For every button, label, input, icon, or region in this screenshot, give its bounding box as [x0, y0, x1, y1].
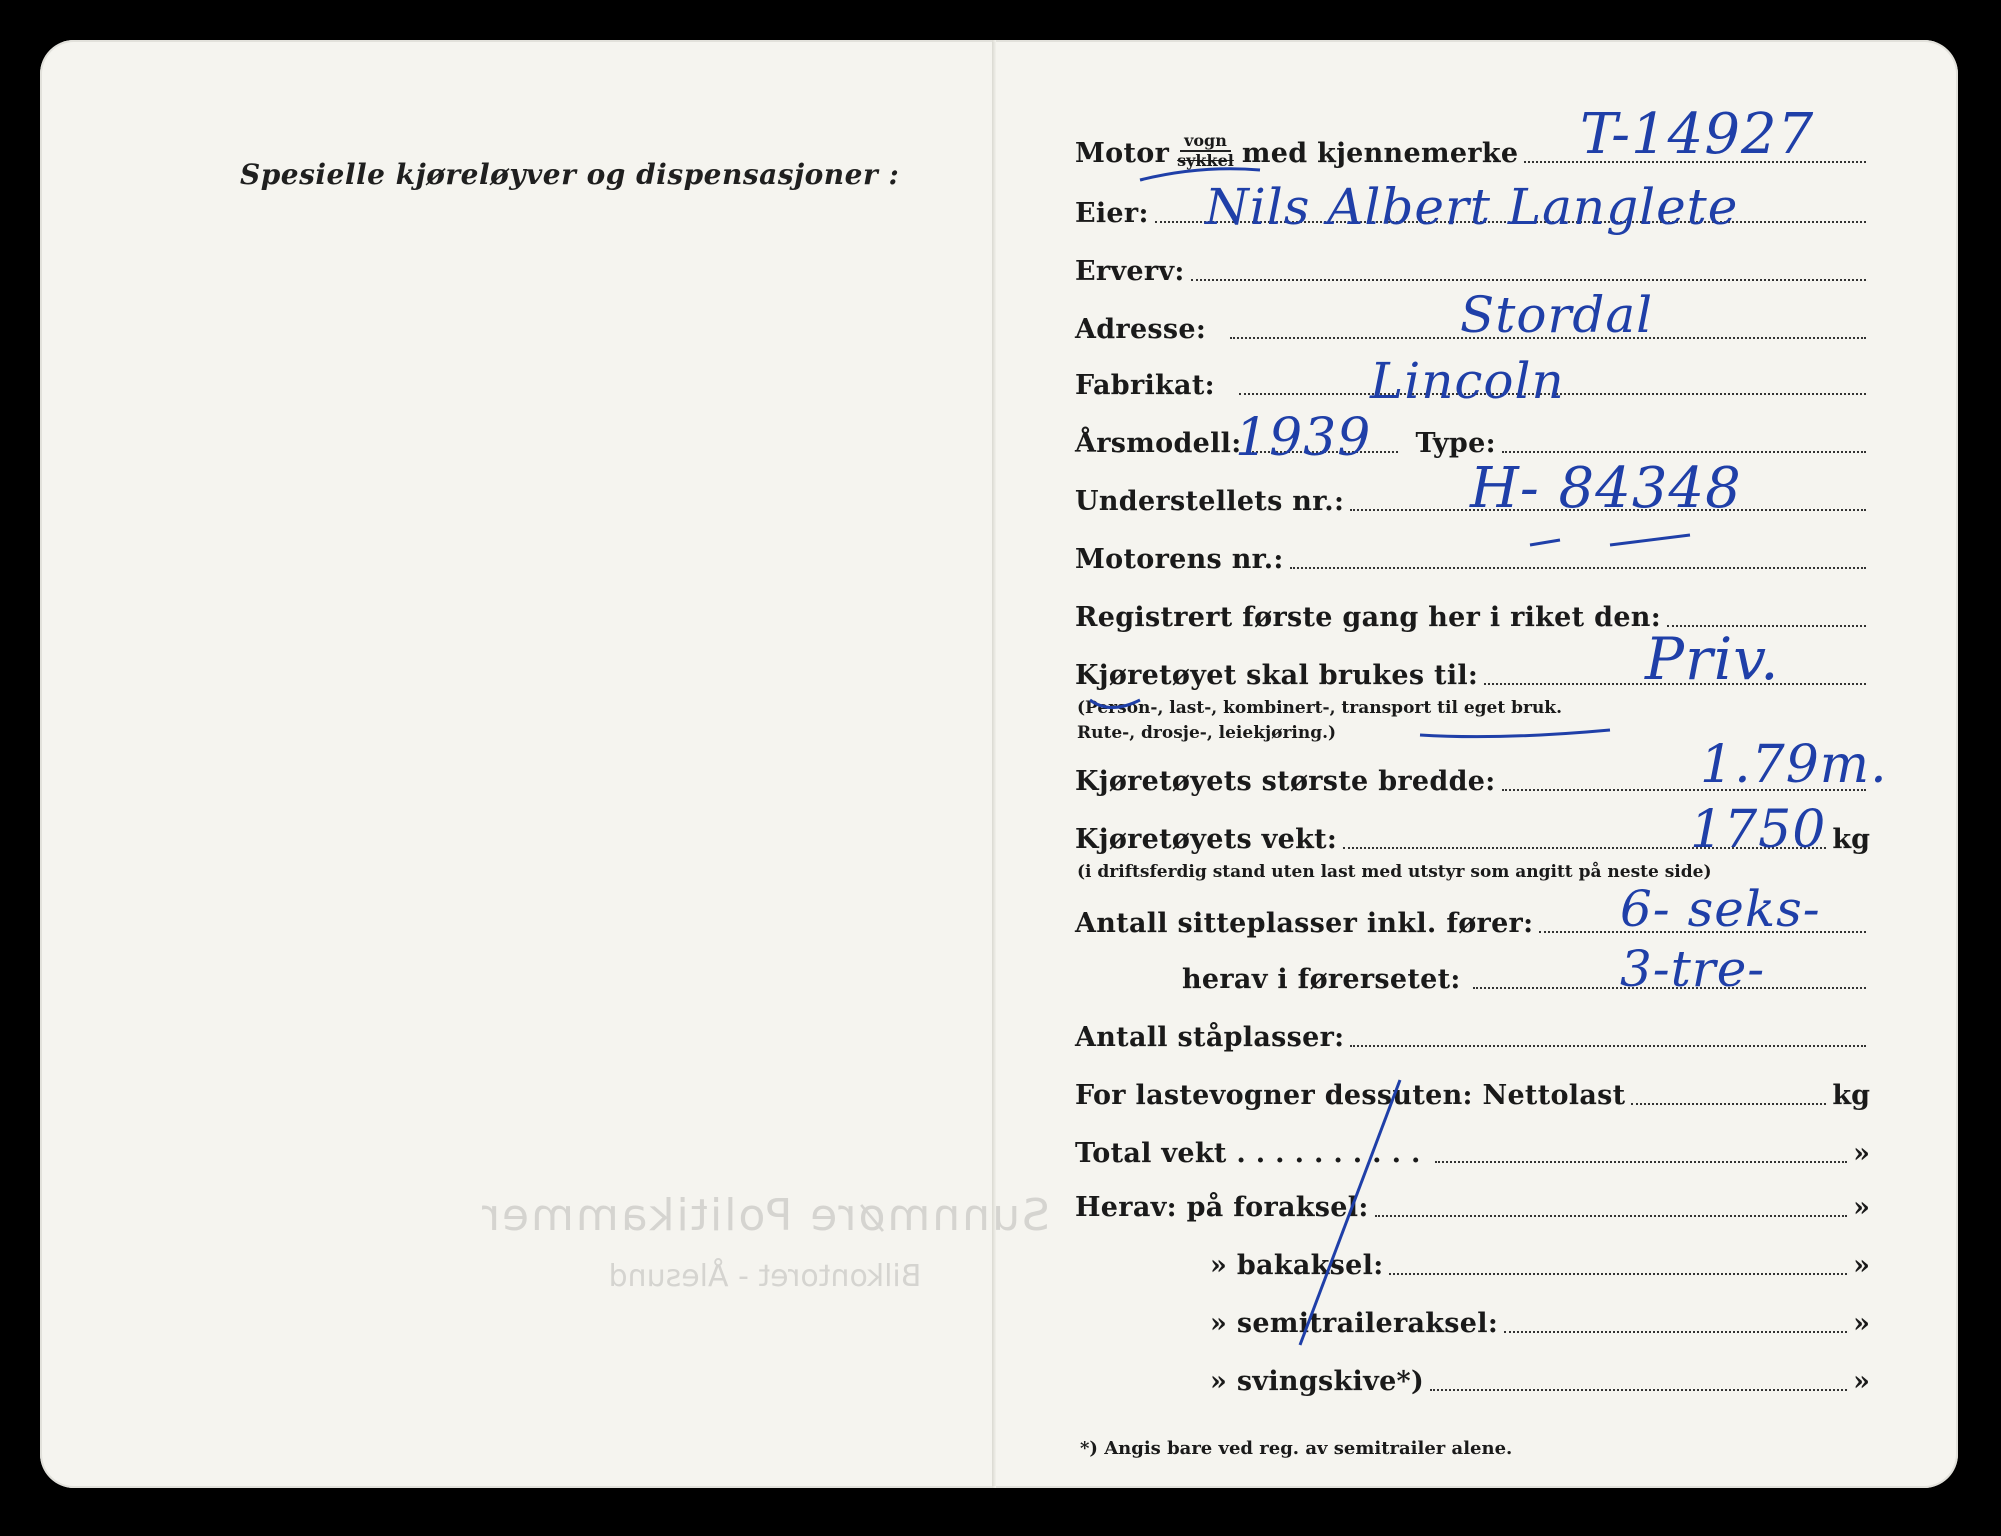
- ditto-mark: »: [1853, 1366, 1870, 1397]
- hw-bredde: 1.79m.: [1700, 735, 1888, 795]
- row-semitrailer: [1210, 1308, 1870, 1339]
- semi-label: » semitraileraksel:: [1210, 1308, 1499, 1339]
- vekt-note: (i driftsferdig stand uten last med utstyr som angitt på neste side): [1077, 862, 1712, 882]
- field-line: [1631, 1101, 1826, 1105]
- field-line: [1350, 1043, 1866, 1047]
- brukes-label: Kjøretøyet skal brukes til:: [1075, 660, 1479, 691]
- erverv-label: Erverv:: [1075, 256, 1185, 287]
- ditto-mark: »: [1853, 1138, 1870, 1169]
- hw-vekt: 1750: [1690, 800, 1827, 860]
- ditto-mark: »: [1853, 1250, 1870, 1281]
- row-motorens: [1075, 544, 1870, 575]
- fabrikat-label: Fabrikat:: [1075, 370, 1215, 401]
- row-svingskive: [1210, 1366, 1870, 1397]
- brukes-note-1: (Person-, last-, kombinert-, transport til eget bruk.: [1077, 698, 1563, 718]
- hw-adresse: Stordal: [1460, 286, 1654, 344]
- row-sta: [1075, 1022, 1870, 1053]
- registrert-label: Registrert første gang her i riket den:: [1075, 602, 1661, 633]
- vekt-label: Kjøretøyets vekt:: [1075, 824, 1338, 855]
- row-bakaksel: [1210, 1250, 1870, 1281]
- motorens-label: Motorens nr.:: [1075, 544, 1284, 575]
- motor-label: Motor: [1075, 138, 1170, 170]
- sta-label: Antall ståplasser:: [1075, 1022, 1345, 1053]
- lastevogn-unit: kg: [1832, 1080, 1870, 1111]
- brukes-note-2: Rute-, drosje-, leiekjøring.): [1077, 723, 1337, 743]
- row-total: [1075, 1138, 1870, 1169]
- type-label: Type:: [1415, 428, 1496, 459]
- sitte-label: Antall sitteplasser inkl. fører:: [1075, 908, 1534, 939]
- adresse-label: Adresse:: [1075, 314, 1207, 345]
- footnote: *) Angis bare ved reg. av semitrailer alene.: [1080, 1438, 1513, 1459]
- left-page-title: Spesielle kjøreløyver og dispensasjoner :: [240, 158, 900, 191]
- understell-label: Understellets nr.:: [1075, 486, 1345, 517]
- arsmodell-label: Årsmodell:: [1075, 428, 1242, 459]
- motor-fraction: [1177, 132, 1234, 169]
- row-arsmodell: [1075, 428, 1870, 459]
- row-foraksel: [1075, 1192, 1870, 1223]
- field-line: [1375, 1213, 1848, 1217]
- field-line: [1502, 449, 1866, 453]
- lastevogn-label: For lastevogner dessuten: Nettolast: [1075, 1080, 1626, 1111]
- row-forersete: [1182, 964, 1870, 995]
- stamp-line-2: Bilkontoret - Ålesund: [608, 1259, 922, 1294]
- hw-kjennemerke: T-14927: [1580, 102, 1815, 167]
- field-line: [1191, 277, 1866, 281]
- field-line: [1430, 1387, 1847, 1391]
- sving-label: » svingskive*): [1210, 1366, 1425, 1397]
- fraction-top: vogn: [1180, 132, 1231, 152]
- hw-fabrikat: Lincoln: [1370, 352, 1565, 410]
- hw-forersete: 3-tre-: [1620, 940, 1766, 998]
- bakaksel-label: » bakaksel:: [1210, 1250, 1384, 1281]
- hw-sitte: 6- seks-: [1620, 880, 1821, 938]
- stamp-line-1: Sunnmøre Politikammer: [480, 1190, 1050, 1241]
- row-erverv: [1075, 256, 1870, 287]
- field-line: [1290, 565, 1866, 569]
- hw-eier: Nils Albert Langlete: [1205, 178, 1739, 236]
- kjennemerke-label: med kjennemerke: [1241, 138, 1519, 170]
- field-line: [1389, 1271, 1847, 1275]
- total-label: Total vekt . . . . . . . . . .: [1075, 1138, 1421, 1169]
- hw-brukes: Priv.: [1645, 625, 1780, 693]
- ditto-mark: »: [1853, 1308, 1870, 1339]
- forersete-label: herav i førersetet:: [1182, 964, 1461, 995]
- ditto-mark: »: [1853, 1192, 1870, 1223]
- eier-label: Eier:: [1075, 198, 1149, 229]
- hw-understell: H- 84348: [1470, 456, 1742, 521]
- herav-label: Herav: på foraksel:: [1075, 1192, 1369, 1223]
- vekt-unit: kg: [1832, 824, 1870, 855]
- bredde-label: Kjøretøyets største bredde:: [1075, 766, 1496, 797]
- fraction-bottom: sykkel: [1177, 150, 1234, 170]
- row-lastevogn: [1075, 1080, 1870, 1111]
- field-line: [1435, 1159, 1847, 1163]
- hw-arsmodell: 1939: [1235, 408, 1372, 468]
- field-line: [1504, 1329, 1847, 1333]
- faded-stamp: [480, 1190, 1050, 1294]
